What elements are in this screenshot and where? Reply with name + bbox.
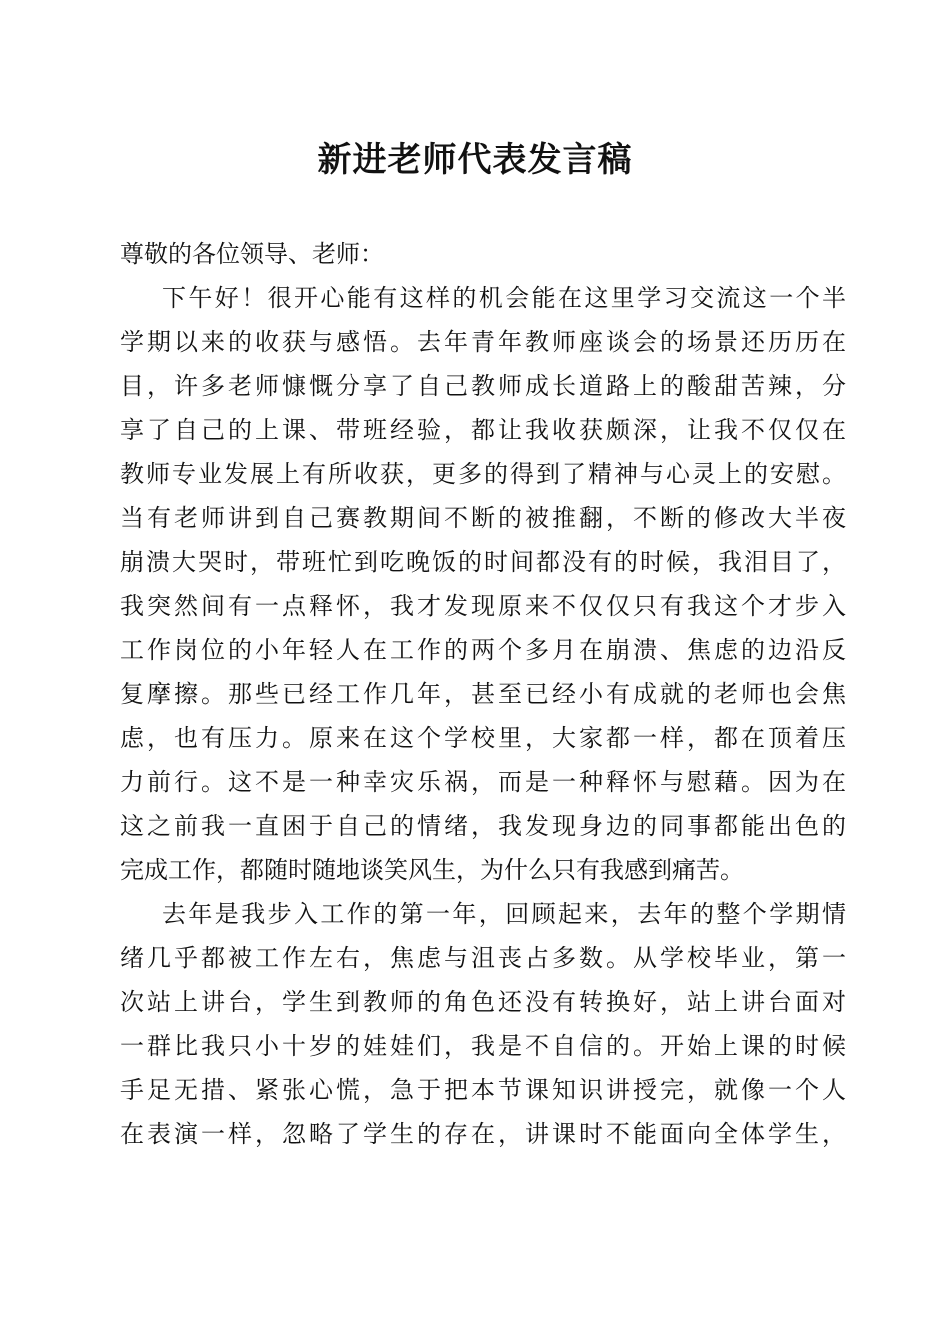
paragraph-line: 我突然间有一点释怀，我才发现原来不仅仅只有我这个才步入 (120, 592, 846, 620)
paragraph-line: 工作岗位的小年轻人在工作的两个多月在崩溃、焦虑的边沿反 (120, 636, 846, 664)
paragraph-line: 这之前我一直困于自己的情绪，我发现身边的同事都能出色的 (120, 812, 846, 840)
paragraph-line: 目，许多老师慷慨分享了自己教师成长道路上的酸甜苦辣，分 (120, 372, 846, 400)
paragraph-line: 教师专业发展上有所收获，更多的得到了精神与心灵上的安慰。 (120, 460, 846, 488)
paragraph-line: 复摩擦。那些已经工作几年，甚至已经小有成就的老师也会焦 (120, 680, 846, 708)
paragraph-line: 次站上讲台，学生到教师的角色还没有转换好，站上讲台面对 (120, 988, 846, 1016)
paragraph-line: 学期以来的收获与感悟。去年青年教师座谈会的场景还历历在 (120, 328, 846, 356)
paragraph-line: 在表演一样，忽略了学生的存在，讲课时不能面向全体学生， (120, 1120, 846, 1148)
greeting-line: 尊敬的各位领导、老师： (120, 240, 384, 268)
paragraph-line: 虑，也有压力。原来在这个学校里，大家都一样，都在顶着压 (120, 724, 846, 752)
paragraph-line: 手足无措、紧张心慌，急于把本节课知识讲授完，就像一个人 (120, 1076, 846, 1104)
paragraph-line: 崩溃大哭时，带班忙到吃晚饭的时间都没有的时候，我泪目了， (120, 548, 846, 576)
paragraph-line: 完成工作，都随时随地谈笑风生，为什么只有我感到痛苦。 (120, 856, 744, 884)
paragraph-line: 一群比我只小十岁的娃娃们，我是不自信的。开始上课的时候 (120, 1032, 846, 1060)
document-body (120, 232, 846, 1156)
paragraph-line: 绪几乎都被工作左右，焦虑与沮丧占多数。从学校毕业，第一 (120, 944, 846, 972)
document-title: 新进老师代表发言稿 (317, 140, 633, 180)
paragraph-line: 力前行。这不是一种幸灾乐祸，而是一种释怀与慰藉。因为在 (120, 768, 846, 796)
paragraph-line: 下午好！很开心能有这样的机会能在这里学习交流这一个半 (162, 284, 846, 312)
paragraph-line: 当有老师讲到自己赛教期间不断的被推翻，不断的修改大半夜 (120, 504, 846, 532)
paragraph-line: 去年是我步入工作的第一年，回顾起来，去年的整个学期情 (162, 900, 846, 928)
paragraph-line: 享了自己的上课、带班经验，都让我收获颇深，让我不仅仅在 (120, 416, 846, 444)
